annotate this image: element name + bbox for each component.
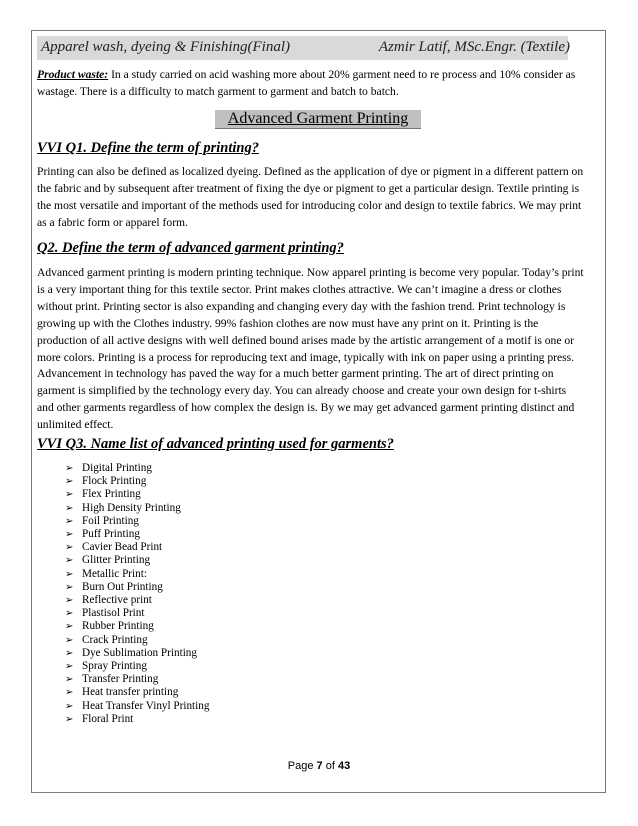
list-item-text: Dye Sublimation Printing — [82, 646, 197, 659]
list-item — [65, 594, 209, 607]
list-item — [65, 581, 209, 594]
q1-heading: VVI Q1. Define the term of printing? — [37, 140, 259, 156]
arrow-bullet-icon: ➢ — [65, 608, 74, 620]
q2-paragraph: Advanced garment printing is modern printing technique. Now apparel printing is become very popular. Today’s print is a very important thing for this textile sector. Print makes clothes attractive. We can’t imagine a dress or clothes without print. Printing sector is also expanding and changing every day with the fashion trend. Print technology is growing up with the Clothes industry. 99% fashion clothes are now must have any print on it. Printing is the production of all active designs with well defined bound arises made by the artistic arrangement of a motif is one or more colors. Printing is a process for reproducing text and image, typically with ink on paper using a printing press. Advancement in technology has paved the way for a much better garment printing. The art of direct printing on garment is simplified by the technology every day. You can already choose and create your own design for t-shirts and other garments regardless of how complex the design is. By we may get advanced garment printing distinct and unlimited effect. — [37, 266, 584, 432]
list-item — [65, 700, 209, 713]
list-item — [65, 554, 209, 567]
list-item — [65, 515, 209, 528]
list-item-text: Crack Printing — [82, 633, 148, 646]
arrow-bullet-icon: ➢ — [65, 661, 74, 673]
list-item — [65, 686, 209, 699]
footer-current-page: 7 — [316, 760, 323, 772]
list-item-text: Floral Print — [82, 712, 134, 725]
footer-page-word: Page — [287, 760, 314, 772]
list-item — [65, 607, 209, 620]
list-item-text: Foil Printing — [82, 514, 139, 527]
list-item — [65, 568, 209, 581]
arrow-bullet-icon: ➢ — [65, 515, 74, 527]
list-item — [65, 528, 209, 541]
list-item-text: Burn Out Printing — [82, 580, 163, 593]
footer-total-pages: 43 — [337, 760, 351, 772]
arrow-bullet-icon: ➢ — [65, 542, 74, 554]
list-item — [65, 488, 209, 501]
arrow-bullet-icon: ➢ — [65, 634, 74, 646]
arrow-bullet-icon: ➢ — [65, 568, 74, 580]
q1-paragraph: Printing can also be defined as localized dyeing. Defined as the application of dye or pigment in a different pattern on the fabric and by subsequent after treatment of fixing the dye or pigment to get a particular design. Textile printing is the most versatile and important of the methods used for introducing color and design to textile fabrics. We may print as a fabric form or apparel form. — [37, 165, 584, 229]
arrow-bullet-icon: ➢ — [65, 700, 74, 712]
section-title: Advanced Garment Printing — [215, 110, 421, 129]
arrow-bullet-icon: ➢ — [65, 476, 74, 488]
arrow-bullet-icon: ➢ — [65, 647, 74, 659]
q2-heading: Q2. Define the term of advanced garment printing? — [37, 240, 344, 256]
arrow-bullet-icon: ➢ — [65, 489, 74, 501]
product-waste-paragraph — [37, 67, 585, 101]
list-item — [65, 462, 209, 475]
list-item-text: Metallic Print: — [82, 567, 147, 580]
arrow-bullet-icon: ➢ — [65, 621, 74, 633]
arrow-bullet-icon: ➢ — [65, 595, 74, 607]
list-item-text: Plastisol Print — [82, 607, 145, 620]
product-waste-label: Product waste: — [37, 68, 109, 81]
list-item-text: Heat Transfer Vinyl Printing — [82, 699, 210, 712]
list-item — [65, 620, 209, 633]
arrow-bullet-icon: ➢ — [65, 687, 74, 699]
list-item-text: Heat transfer printing — [82, 686, 179, 699]
header-author: Azmir Latif, MSc.Engr. (Textile) — [378, 39, 570, 55]
list-item — [65, 502, 209, 515]
list-item — [65, 634, 209, 647]
page-header — [37, 36, 568, 60]
list-item-text: Spray Printing — [82, 660, 147, 673]
list-item — [65, 660, 209, 673]
arrow-bullet-icon: ➢ — [65, 502, 74, 514]
list-item-text: Cavier Bead Print — [82, 541, 163, 554]
list-item — [65, 475, 209, 488]
arrow-bullet-icon: ➢ — [65, 463, 74, 474]
page-footer — [0, 760, 638, 772]
list-item-text: Flock Printing — [82, 475, 147, 488]
list-item-text: Reflective print — [82, 594, 152, 607]
list-item-text: Transfer Printing — [82, 673, 159, 686]
arrow-bullet-icon: ➢ — [65, 674, 74, 686]
product-waste-text: In a study carried on acid washing more about 20% garment need to re process and 10% consider as wastage. There is a difficulty to match garment to garment and batch to batch. — [37, 68, 576, 98]
header-course-title: Apparel wash, dyeing & Finishing(Final) — [41, 39, 291, 55]
list-item-text: High Density Printing — [82, 501, 181, 514]
list-item — [65, 647, 209, 660]
footer-of-word: of — [325, 760, 335, 772]
list-item-text: Glitter Printing — [82, 554, 151, 567]
arrow-bullet-icon: ➢ — [65, 529, 74, 541]
list-item-text: Rubber Printing — [82, 620, 154, 633]
arrow-bullet-icon: ➢ — [65, 713, 74, 725]
printing-types-list — [65, 462, 209, 726]
list-item — [65, 713, 209, 726]
arrow-bullet-icon: ➢ — [65, 555, 74, 567]
q3-heading: VVI Q3. Name list of advanced printing used for garments? — [37, 436, 394, 452]
list-item — [65, 673, 209, 686]
list-item — [65, 541, 209, 554]
list-item-text: Digital Printing — [82, 462, 152, 474]
list-item-text: Flex Printing — [82, 488, 141, 501]
list-item-text: Puff Printing — [82, 528, 140, 541]
arrow-bullet-icon: ➢ — [65, 581, 74, 593]
